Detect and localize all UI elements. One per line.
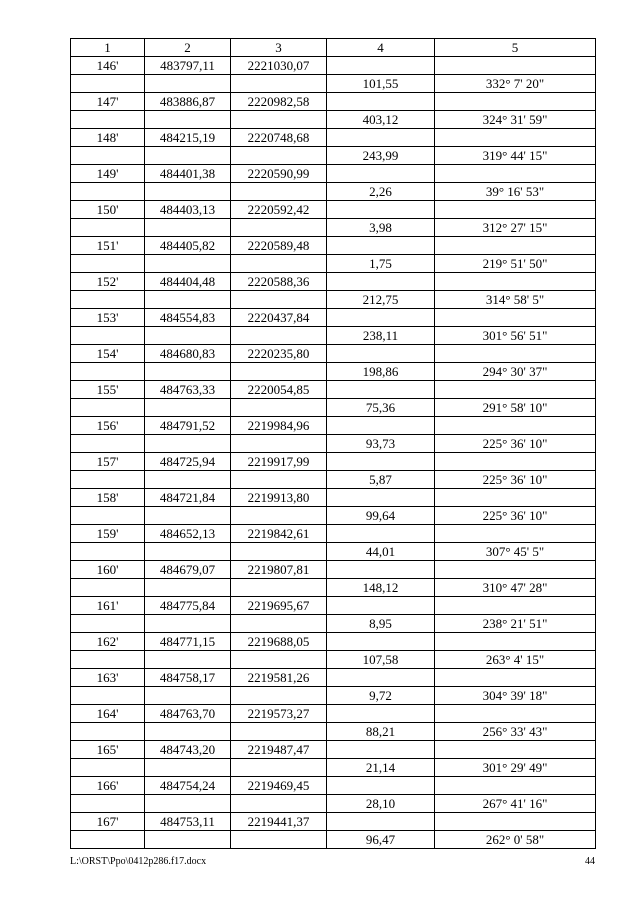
table-cell [435,129,596,147]
table-cell: 160' [71,561,145,579]
table-cell [435,57,596,75]
table-cell [231,723,327,741]
table-cell: 263° 4' 15" [435,651,596,669]
table-cell [145,327,231,345]
table-cell: 161' [71,597,145,615]
table-cell [145,759,231,777]
table-cell [145,291,231,309]
table-cell: 267° 41' 16" [435,795,596,813]
table-cell: 314° 58' 5" [435,291,596,309]
table-cell: 2220235,80 [231,345,327,363]
table-cell [71,471,145,489]
table-cell [327,705,435,723]
table-cell [327,597,435,615]
table-cell: 75,36 [327,399,435,417]
table-cell: 2219573,27 [231,705,327,723]
table-cell: 225° 36' 10" [435,471,596,489]
table-cell: 312° 27' 15" [435,219,596,237]
table-row [71,165,596,183]
table-cell [71,327,145,345]
table-cell: 2220590,99 [231,165,327,183]
table-cell: 146' [71,57,145,75]
table-cell [71,687,145,705]
table-cell: 484554,83 [145,309,231,327]
table-body [71,57,596,849]
table-cell: 44,01 [327,543,435,561]
table-cell: 167' [71,813,145,831]
table-cell [71,831,145,849]
table-cell [145,399,231,417]
table-cell: 310° 47' 28" [435,579,596,597]
table-cell: 484763,33 [145,381,231,399]
table-row [71,813,596,831]
table-row [71,795,596,813]
table-row [71,777,596,795]
table-cell [435,201,596,219]
table-cell: 2219441,37 [231,813,327,831]
table-cell: 2220982,58 [231,93,327,111]
table-cell: 332° 7' 20" [435,75,596,93]
table-cell: 483886,87 [145,93,231,111]
table-cell [71,111,145,129]
table-cell: 28,10 [327,795,435,813]
table-cell [145,111,231,129]
table-cell [145,795,231,813]
table-row [71,525,596,543]
table-cell: 2220589,48 [231,237,327,255]
table-row [71,75,596,93]
table-cell [435,525,596,543]
table-cell [231,327,327,345]
table-cell: 2219581,26 [231,669,327,687]
table-row [71,93,596,111]
table-cell [231,543,327,561]
table-cell [71,615,145,633]
table-row [71,309,596,327]
table-cell [231,471,327,489]
table-cell [327,633,435,651]
table-cell [145,219,231,237]
table-row [71,237,596,255]
table-cell [435,705,596,723]
table-cell: 101,55 [327,75,435,93]
table-cell: 148,12 [327,579,435,597]
table-cell [231,579,327,597]
table-cell: 149' [71,165,145,183]
table-cell [71,255,145,273]
table-cell [231,399,327,417]
table-cell: 3,98 [327,219,435,237]
table-cell [435,633,596,651]
table-cell [231,651,327,669]
table-cell [231,291,327,309]
table-cell [231,183,327,201]
table-row [71,399,596,417]
table-cell: 159' [71,525,145,543]
table-cell [435,669,596,687]
table-cell [435,597,596,615]
table-cell: 484725,94 [145,453,231,471]
table-row [71,561,596,579]
table-cell: 484404,48 [145,273,231,291]
table-cell [145,579,231,597]
table-cell [231,435,327,453]
table-cell [71,543,145,561]
table-cell: 158' [71,489,145,507]
table-cell: 157' [71,453,145,471]
table-row [71,453,596,471]
table-cell: 164' [71,705,145,723]
table-cell [435,489,596,507]
table-cell [327,669,435,687]
table-cell: 484753,11 [145,813,231,831]
column-header: 4 [327,39,435,57]
table-cell: 2221030,07 [231,57,327,75]
table-cell [327,741,435,759]
table-cell [145,183,231,201]
table-cell: 484743,20 [145,741,231,759]
table-cell [435,561,596,579]
table-cell [327,417,435,435]
table-cell: 2219688,05 [231,633,327,651]
table-cell [231,219,327,237]
table-cell [71,579,145,597]
table-row [71,219,596,237]
table-cell: 484403,13 [145,201,231,219]
table-cell: 93,73 [327,435,435,453]
footer-file-path: L:\ORST\Ppo\0412p286.f17.docx [70,856,207,867]
table-cell [435,237,596,255]
table-cell [231,759,327,777]
table-cell [231,687,327,705]
table-row [71,129,596,147]
table-cell [71,219,145,237]
table-cell: 165' [71,741,145,759]
table-cell [71,795,145,813]
table-cell: 212,75 [327,291,435,309]
table-cell [145,723,231,741]
table-cell: 225° 36' 10" [435,435,596,453]
table-cell [327,777,435,795]
table-cell: 2220588,36 [231,273,327,291]
table-cell: 484771,15 [145,633,231,651]
table-cell: 153' [71,309,145,327]
table-cell [145,687,231,705]
table-cell: 2219807,81 [231,561,327,579]
table-cell [435,309,596,327]
table-cell [145,435,231,453]
table-cell [145,363,231,381]
table-cell: 152' [71,273,145,291]
table-cell: 8,95 [327,615,435,633]
table-row [71,507,596,525]
table-row [71,57,596,75]
table-cell: 151' [71,237,145,255]
table-cell [231,507,327,525]
table-row [71,651,596,669]
column-header: 3 [231,39,327,57]
table-cell: 304° 39' 18" [435,687,596,705]
table-cell [327,453,435,471]
table-header-row [71,39,596,57]
table-cell: 294° 30' 37" [435,363,596,381]
table-cell: 148' [71,129,145,147]
table-cell [71,399,145,417]
table-cell [231,147,327,165]
table-cell [435,165,596,183]
table-cell: 107,58 [327,651,435,669]
table-cell: 307° 45' 5" [435,543,596,561]
table-cell [71,363,145,381]
table-row [71,147,596,165]
table-row [71,327,596,345]
table-cell: 484775,84 [145,597,231,615]
table-cell [435,93,596,111]
table-cell: 225° 36' 10" [435,507,596,525]
table-cell: 1,75 [327,255,435,273]
table-row [71,687,596,705]
table-cell: 301° 29' 49" [435,759,596,777]
table-cell: 147' [71,93,145,111]
table-row [71,633,596,651]
table-row [71,831,596,849]
table-cell [327,489,435,507]
table-cell [435,741,596,759]
table-cell: 2219913,80 [231,489,327,507]
table-cell: 96,47 [327,831,435,849]
table-row [71,255,596,273]
table-cell: 484754,24 [145,777,231,795]
table-row [71,417,596,435]
table-row [71,705,596,723]
table-row [71,201,596,219]
table-row [71,345,596,363]
table-row [71,111,596,129]
table-cell: 484405,82 [145,237,231,255]
table-cell [327,57,435,75]
table-row [71,741,596,759]
table-cell: 324° 31' 59" [435,111,596,129]
table-row [71,543,596,561]
table-cell [145,471,231,489]
table-cell [327,129,435,147]
table-cell: 484652,13 [145,525,231,543]
table-cell: 484679,07 [145,561,231,579]
table-cell: 150' [71,201,145,219]
table-cell [145,651,231,669]
table-cell: 166' [71,777,145,795]
table-cell: 2220592,42 [231,201,327,219]
table-cell: 238,11 [327,327,435,345]
table-cell: 484215,19 [145,129,231,147]
table-cell: 484401,38 [145,165,231,183]
table-cell [71,759,145,777]
table-cell [145,147,231,165]
page-number: 44 [585,856,595,867]
table-cell [71,147,145,165]
table-row [71,381,596,399]
table-cell: 198,86 [327,363,435,381]
table-cell [231,255,327,273]
table-row [71,723,596,741]
table-cell [145,507,231,525]
coordinates-table [70,38,596,849]
table-cell: 256° 33' 43" [435,723,596,741]
table-cell [231,111,327,129]
table-cell [327,561,435,579]
table-cell: 484791,52 [145,417,231,435]
table-cell: 2219469,45 [231,777,327,795]
table-cell [71,435,145,453]
table-cell [435,813,596,831]
table-row [71,435,596,453]
table-row [71,615,596,633]
table-cell: 154' [71,345,145,363]
table-cell: 2,26 [327,183,435,201]
table-cell: 484758,17 [145,669,231,687]
table-cell [71,291,145,309]
table-cell: 319° 44' 15" [435,147,596,165]
table-cell [145,255,231,273]
table-cell [327,525,435,543]
table-cell [435,777,596,795]
table-row [71,669,596,687]
table-cell [71,723,145,741]
table-cell: 2220437,84 [231,309,327,327]
table-cell: 291° 58' 10" [435,399,596,417]
table-cell [435,453,596,471]
table-cell [327,309,435,327]
table-cell: 5,87 [327,471,435,489]
table-cell [327,237,435,255]
table-cell: 99,64 [327,507,435,525]
table-cell: 156' [71,417,145,435]
table-cell [327,201,435,219]
table-cell [435,417,596,435]
table-row [71,759,596,777]
table-cell [327,345,435,363]
table-cell: 484680,83 [145,345,231,363]
table-cell [435,381,596,399]
table-cell [231,831,327,849]
table-cell [71,507,145,525]
table-cell [435,345,596,363]
table-cell [231,795,327,813]
table-cell: 219° 51' 50" [435,255,596,273]
table-cell: 162' [71,633,145,651]
table-cell [327,165,435,183]
table-row [71,579,596,597]
table-cell: 484763,70 [145,705,231,723]
table-cell: 21,14 [327,759,435,777]
table-cell [231,75,327,93]
table-row [71,471,596,489]
table-cell [145,615,231,633]
table-cell [231,615,327,633]
column-header: 5 [435,39,596,57]
table-cell: 2219984,96 [231,417,327,435]
table-cell: 301° 56' 51" [435,327,596,345]
table-cell [145,831,231,849]
table-cell: 2219487,47 [231,741,327,759]
table-cell [435,273,596,291]
table-cell: 403,12 [327,111,435,129]
table-row [71,489,596,507]
table-cell: 155' [71,381,145,399]
table-cell: 163' [71,669,145,687]
table-row [71,291,596,309]
table-cell: 243,99 [327,147,435,165]
table-cell [71,183,145,201]
table-cell [327,273,435,291]
table-cell: 2219917,99 [231,453,327,471]
column-header: 1 [71,39,145,57]
table-cell: 483797,11 [145,57,231,75]
table-row [71,363,596,381]
table-cell [231,363,327,381]
table-cell: 39° 16' 53" [435,183,596,201]
table-cell [71,75,145,93]
table-cell [145,543,231,561]
table-cell [71,651,145,669]
table-row [71,597,596,615]
table-cell: 262° 0' 58" [435,831,596,849]
table-cell: 9,72 [327,687,435,705]
table-cell: 2219695,67 [231,597,327,615]
table-row [71,273,596,291]
table-cell: 2220054,85 [231,381,327,399]
table-cell [327,813,435,831]
table-cell [327,93,435,111]
table-cell: 238° 21' 51" [435,615,596,633]
table-cell: 2220748,68 [231,129,327,147]
table-cell: 484721,84 [145,489,231,507]
table-cell: 88,21 [327,723,435,741]
table-row [71,183,596,201]
table-cell [145,75,231,93]
table-cell [327,381,435,399]
column-header: 2 [145,39,231,57]
table-cell: 2219842,61 [231,525,327,543]
